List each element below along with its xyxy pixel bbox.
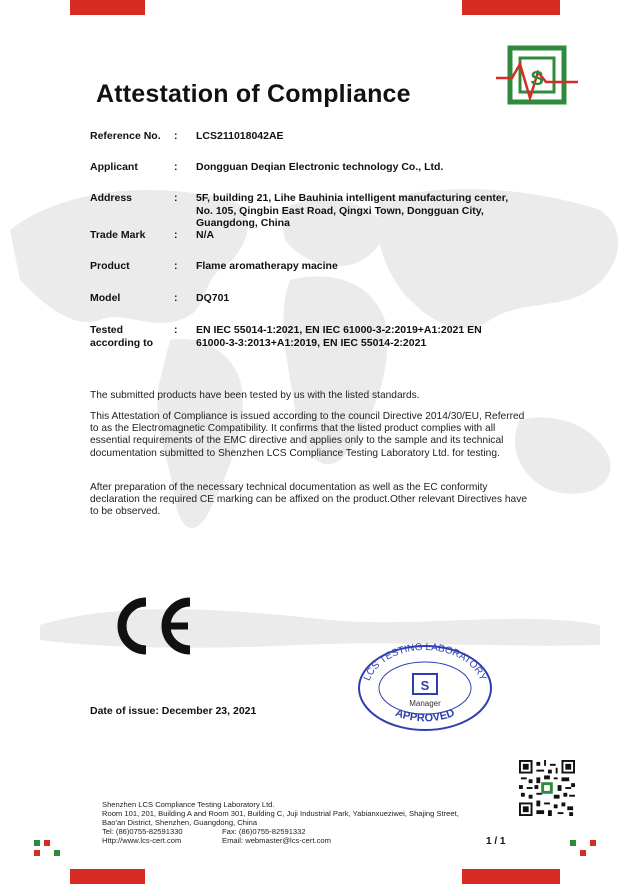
logo-letter: S xyxy=(530,68,544,90)
field-value: DQ701 xyxy=(196,292,230,304)
footer-tel: Tel: (86)0755-82591330 xyxy=(102,827,183,836)
decor-square xyxy=(590,840,596,846)
field-value: Dongguan Deqian Electronic technology Co., Ltd. xyxy=(196,161,444,173)
bottom-red-bar-left xyxy=(70,869,145,884)
footer-address-line2: Bao'an District, Shenzhen, Guangdong, China xyxy=(102,818,258,827)
footer-company: Shenzhen LCS Compliance Testing Laboratory Ltd. xyxy=(102,800,275,809)
stamp-top-text: LCS TESTING LABORATORY xyxy=(361,641,489,683)
decor-square xyxy=(54,850,60,856)
field-colon: : xyxy=(174,260,178,272)
field-colon: : xyxy=(174,292,178,304)
footer-address-line1: Room 101, 201, Building A and Room 301, Building C, Juji Industrial Park, Yabianxueziwei, Shajing Street, xyxy=(102,809,459,818)
field-label: Applicant xyxy=(90,161,138,173)
field-value: 5F, building 21, Lihe Bauhinia intelligent manufacturing center, No. 105, Qingbin East Road, Qingxi Town, Dongguan City, Guangdong, China xyxy=(196,192,509,229)
lcs-logo xyxy=(496,42,578,108)
footer-contact xyxy=(102,800,459,845)
bottom-red-bar-right xyxy=(462,869,560,884)
paragraph-tested: The submitted products have been tested by us with the listed standards. xyxy=(90,390,420,401)
footer-tel-fax xyxy=(102,827,459,836)
field-value: Flame aromatherapy macine xyxy=(196,260,338,272)
field-value: LCS211018042AE xyxy=(196,130,284,142)
paragraph-ce-marking: After preparation of the necessary technical documentation as well as the EC conformity declaration the required CE marking can be affixed on the product.Other relevant Directives have to be observed. xyxy=(90,482,527,518)
ce-mark xyxy=(106,596,192,656)
top-red-bar-left xyxy=(70,0,145,15)
decor-square xyxy=(44,840,50,846)
field-label: Trade Mark xyxy=(90,229,146,241)
approval-stamp xyxy=(356,640,494,732)
stamp-bottom-text: APPROVED xyxy=(393,706,457,725)
field-label: Tested according to xyxy=(90,324,154,349)
field-colon: : xyxy=(174,130,178,142)
field-label: Reference No. xyxy=(90,130,161,142)
date-of-issue: Date of issue: December 23, 2021 xyxy=(90,705,257,717)
field-label: Model xyxy=(90,292,121,304)
qr-code xyxy=(519,760,575,816)
field-colon: : xyxy=(174,324,178,336)
top-red-bar-right xyxy=(462,0,560,15)
decor-square xyxy=(580,850,586,856)
stamp-logo-letter: S xyxy=(420,678,430,693)
field-value: EN IEC 55014-1:2021, EN IEC 61000-3-2:2019+A1:2021 EN 61000-3-3:2013+A1:2019, EN IEC 55014-2:2021 xyxy=(196,324,482,349)
field-colon: : xyxy=(174,192,178,204)
field-colon: : xyxy=(174,161,178,173)
decor-square xyxy=(34,840,40,846)
document-title: Attestation of Compliance xyxy=(96,80,411,108)
paragraph-directive: This Attestation of Compliance is issued according to the council Directive 2014/30/EU, Referred to as the Electromagnetic Compatibility. It confirms that the listed product complies with all essential requirements of the EMC directive and applies only to the sample and its technical documentation submitted to Shenzhen LCS Compliance Testing Laboratory Ltd. for testing. xyxy=(90,411,525,459)
field-colon: : xyxy=(174,229,178,241)
field-value: N/A xyxy=(196,229,215,241)
footer-email-link[interactable]: Email: webmaster@lcs-cert.com xyxy=(222,836,331,845)
stamp-signature: Manager xyxy=(409,699,441,708)
footer-web-email xyxy=(102,836,459,845)
decor-square xyxy=(570,840,576,846)
decor-square xyxy=(34,850,40,856)
footer-web-link[interactable]: Http://www.lcs-cert.com xyxy=(102,836,182,845)
svg-text:APPROVED xyxy=(394,707,457,725)
field-label: Product xyxy=(90,260,130,272)
footer-fax: Fax: (86)0755-82591332 xyxy=(222,827,306,836)
field-label: Address xyxy=(90,192,133,204)
page-number: 1 / 1 xyxy=(486,836,506,847)
